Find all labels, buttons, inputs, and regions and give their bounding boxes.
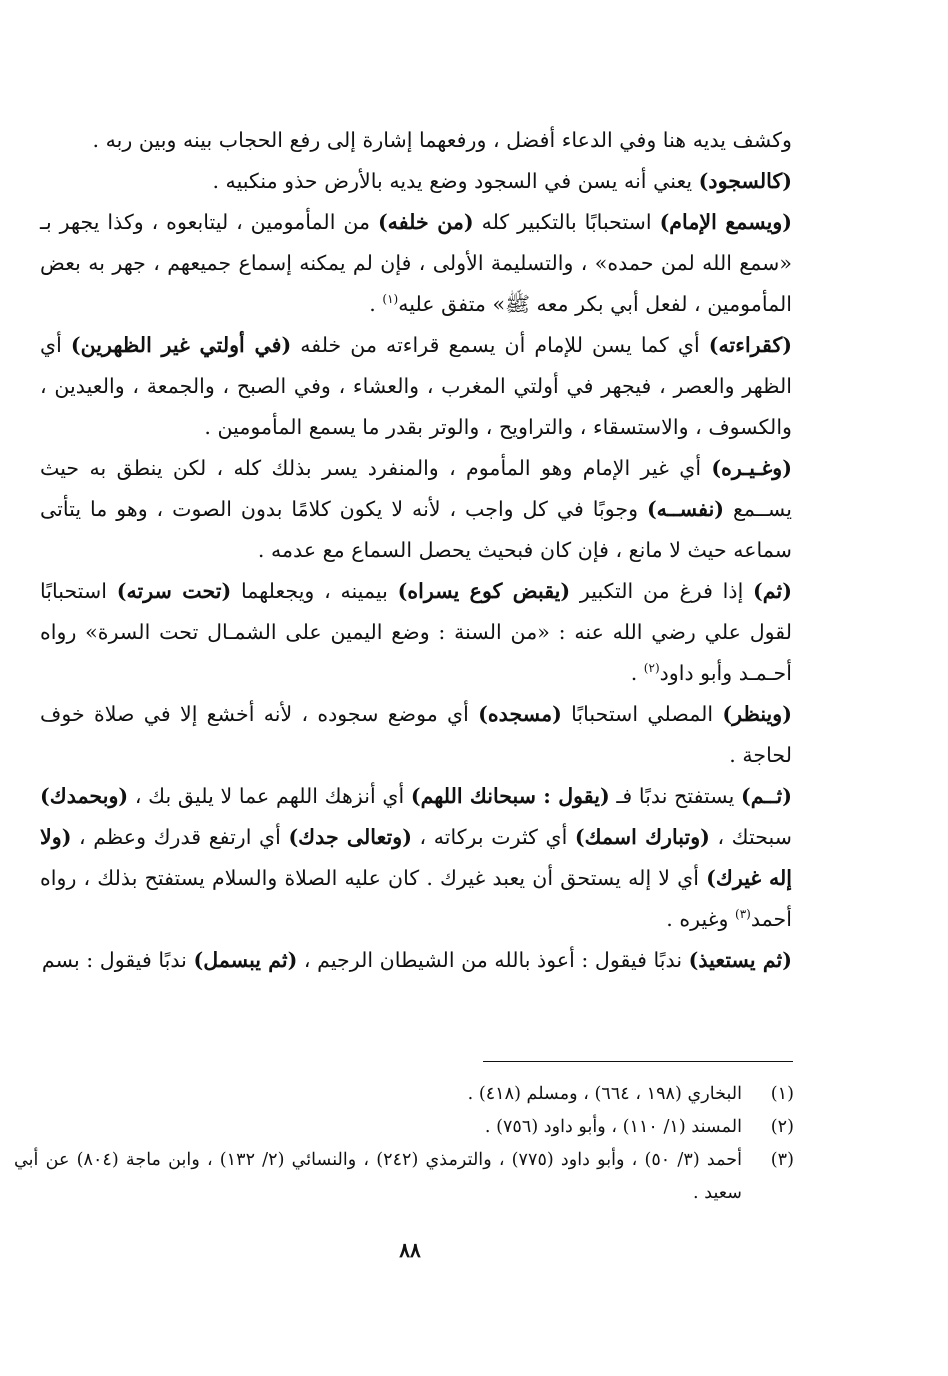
paragraph (40, 940, 792, 981)
bold-term: (ويسمع الإمام) (659, 210, 793, 234)
text-span: أي كما يسن للإمام أن يسمع قراءته من خلفه (291, 333, 709, 357)
text-span: المصلي استحبابًا (561, 702, 723, 726)
text-span: استحبابًا لقول علي رضي الله عنه : «من السنة : وضع اليمين على الشمـال تحت السرة» رواه أحـمـد وأبو داود (40, 579, 792, 685)
text-span: أي ارتفع قدرك وعظم ، (71, 825, 289, 849)
page-number: ٨٨ (399, 1238, 421, 1262)
text-span: ندبًا فيقول : أعوذ بالله من الشيطان الرجيم ، (297, 948, 689, 972)
text-span: وكشف يديه هنا وفي الدعاء أفضل ، ورفعهما إشارة إلى رفع الحجاب بينه وبين ربه . (92, 128, 792, 152)
bold-term: (ثم يستعيذ) (688, 948, 792, 972)
text-span: أي أنزهك اللهم عما لا يليق بك ، (128, 784, 411, 808)
bold-term: (نفســه) (646, 497, 725, 521)
footnote (14, 1111, 794, 1144)
footnote-ref: (١) (382, 292, 399, 306)
bold-term: (وتعالى جدك) (288, 825, 412, 849)
footnotes (14, 1078, 794, 1210)
bold-term: (من خلفه) (377, 210, 474, 234)
text-span: . (630, 661, 644, 685)
bold-term: (وتبارك اسمك) (574, 825, 710, 849)
footnote-ref: (٣) (735, 907, 751, 921)
bold-term: (يقول : سبحانك اللهم) (410, 784, 610, 808)
footnote-text: المسند (١/ ١١٠) ، وأبو داود (٧٥٦) . (484, 1117, 742, 1137)
bold-term: (كقراءته) (708, 333, 792, 357)
text-span: من المأمومين ، ليتابعوه ، وكذا يجهر بـ «سمع الله لمن حمده» ، والتسليمة الأولى ، فإن لم يمكنه إسماع جميعهم ، جهر به بعض المأمومين ، لفعل أبي بكر معه ﷺ» متفق عليه (40, 210, 792, 316)
text-span: ندبًا فيقول : بسم (41, 948, 194, 972)
text-span: يستفتح ندبًا فـ (609, 784, 741, 808)
paragraph (40, 694, 792, 776)
text-span: سبحتك ، (709, 825, 793, 849)
text-span: إذا فرغ من التكبير (570, 579, 754, 603)
paragraph (40, 448, 792, 571)
text-span: يعني أنه يسن في السجود وضع يديه بالأرض حذو منكبيه . (212, 169, 699, 193)
paragraph (40, 571, 792, 694)
footnote-divider (483, 1061, 793, 1062)
text-span: أي الظهر والعصر ، فيجهر في أولتي المغرب ، والعشاء ، وفي الصبح ، والجمعة ، والعيدين ، والكسوف ، والاستسقاء ، والتراويح ، والوتر بقدر ما يسمع المأمومين . (40, 333, 792, 439)
text-span: أي كثرت بركاته ، (411, 825, 575, 849)
footnote-number: (٣) (770, 1150, 794, 1170)
bold-term: (ولا إله غيرك) (40, 825, 792, 890)
bold-term: (ثم) (753, 579, 792, 603)
footnote-text: البخاري (١٩٨ ، ٦٦٤) ، ومسلم (٤١٨) . (467, 1084, 742, 1104)
footnote-ref: (٢) (643, 661, 660, 675)
bold-term: (يقبض كوع يسراه) (397, 579, 571, 603)
bold-term: (في أولتي غير الظهرين) (70, 333, 292, 357)
bold-term: (وغـيـره) (711, 456, 792, 480)
bold-term: (تحت سرته) (116, 579, 232, 603)
bold-term: (ثم يبسمل) (193, 948, 298, 972)
paragraph (40, 120, 792, 202)
footnote (14, 1078, 794, 1111)
text-span: أي موضع سجوده ، لأنه أخشع إلا في صلاة خوف لحاجة . (40, 702, 792, 767)
text-span: أي لا إله يستحق أن يعبد غيرك . كان عليه الصلاة والسلام يستفتح بذلك ، رواه أحمد (40, 866, 792, 931)
footnote-text: أحمد (٣/ ٥٠) ، وأبو داود (٧٧٥) ، والترمذي (٢٤٢) ، والنسائي (٢/ ١٣٢) ، وابن ماجة (٨٠٤) عن أبي سعيد . (14, 1150, 743, 1203)
bold-term: (مسجده) (478, 702, 562, 726)
footnote-number: (٢) (770, 1117, 794, 1137)
bold-term: (وبحمدك) (40, 784, 129, 808)
text-span: بيمينه ، ويجعلهما (231, 579, 398, 603)
text-span: استحبابًا بالتكبير كله (473, 210, 660, 234)
paragraph (40, 776, 792, 940)
paragraph (40, 325, 792, 448)
text-span: أي غير الإمام وهو المأموم ، والمنفرد يسر بذلك كله ، لكن ينطق به حيث يســمع (40, 456, 792, 521)
footnote-number: (١) (770, 1084, 794, 1104)
bold-term: (وينظر) (722, 702, 792, 726)
text-span: وجوبًا في كل واجب ، لأنه لا يكون كلامًا بدون الصوت ، وهو ما يتأتى سماعه حيث لا مانع ، فإن كان فبحيث يحصل السماع مع عدمه . (40, 497, 792, 562)
main-text (40, 120, 792, 981)
bold-term: (ثــم) (741, 784, 792, 808)
text-span: وغيره . (666, 907, 735, 931)
footnote (14, 1144, 794, 1210)
bold-term: (كالسجود) (698, 169, 792, 193)
text-span: . (369, 292, 383, 316)
paragraph (40, 202, 792, 325)
